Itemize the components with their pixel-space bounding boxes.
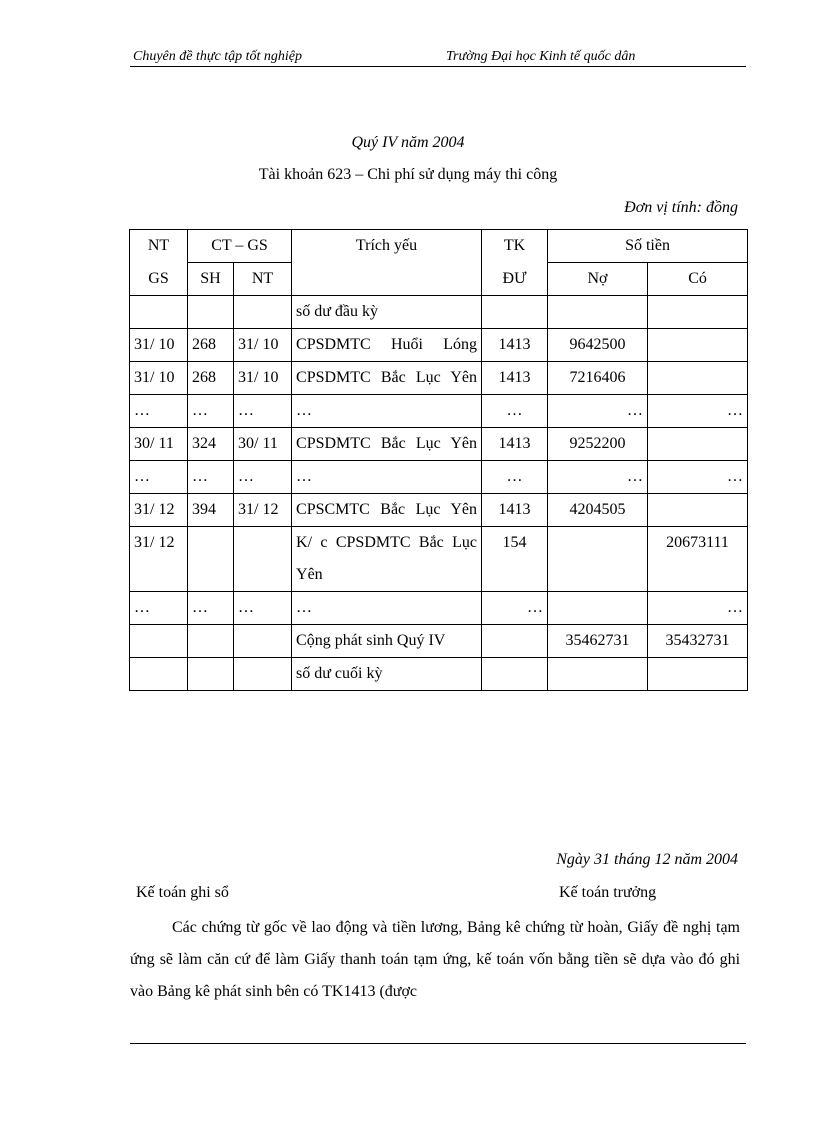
table-row (130, 494, 748, 527)
cell-tk: … (482, 461, 548, 494)
cell-trich-yeu: CPSCMTC Bắc Lục Yên (292, 494, 482, 527)
cell-trich-yeu: số dư cuối kỳ (292, 658, 482, 691)
header-no: Nợ (548, 263, 648, 296)
table-row-total (130, 625, 748, 658)
cell-nt-gs (130, 296, 188, 329)
cell-tk: 1413 (482, 329, 548, 362)
header-so-tien: Số tiền (548, 230, 748, 263)
cell-nt-gs: … (130, 461, 188, 494)
cell-nt-gs: 31/ 10 (130, 329, 188, 362)
footer-rule (130, 1043, 746, 1044)
cell-no: … (548, 461, 648, 494)
cell-nt-gs (130, 625, 188, 658)
cell-tk: 154 (482, 527, 548, 592)
table-row (130, 329, 748, 362)
table-row (130, 592, 748, 625)
cell-nt: … (234, 592, 292, 625)
cell-sh: 324 (188, 428, 234, 461)
cell-co: … (648, 461, 748, 494)
report-period: Quý IV năm 2004 (351, 134, 465, 151)
cell-sh (188, 658, 234, 691)
cell-no (548, 296, 648, 329)
header-co: Có (648, 263, 748, 296)
paragraph-line-2: Giấy đề nghị tạm ứng sẽ làm căn cứ để làm Giấy thanh toán tạm ứng, kế toán (130, 919, 741, 968)
cell-nt-gs: 31/ 12 (130, 494, 188, 527)
cell-sh: … (188, 592, 234, 625)
cell-trich-yeu: CPSDMTC Huổi Lóng (292, 329, 482, 362)
cell-nt-gs: 30/ 11 (130, 428, 188, 461)
cell-no: 35462731 (548, 625, 648, 658)
cell-tk: 1413 (482, 428, 548, 461)
table-row (130, 658, 748, 691)
header-tk-line1: TK (503, 237, 526, 254)
header-nt-gs-2: GS (130, 263, 188, 296)
cell-tk: 1413 (482, 494, 548, 527)
table-row (130, 428, 748, 461)
cell-nt-gs: … (130, 395, 188, 428)
cell-no: 9252200 (548, 428, 648, 461)
cell-trich-yeu: CPSDMTC Bắc Lục Yên (292, 362, 482, 395)
cell-tk: … (482, 395, 548, 428)
header-sh: SH (188, 263, 234, 296)
header-nt-gs (130, 230, 188, 263)
page-header (130, 48, 746, 67)
header-right-text: Trường Đại học Kinh tế quốc dân (446, 49, 636, 64)
paragraph-line-3: vốn bằng tiền sẽ dựa vào đó ghi vào Bảng kê phát sinh bên có TK1413 (được (130, 951, 741, 1000)
cell-sh: 268 (188, 362, 234, 395)
cell-nt (234, 625, 292, 658)
cell-trich-yeu: K/ c CPSDMTC Bắc Lục Yên (292, 527, 482, 592)
header-ct-gs: CT – GS (188, 230, 292, 263)
cell-sh (188, 296, 234, 329)
table-row (130, 461, 748, 494)
signature-chief-accountant: Kế toán trưởng (559, 884, 657, 901)
cell-co: … (648, 395, 748, 428)
cell-no: … (548, 395, 648, 428)
report-title: Tài khoản 623 – Chi phí sử dụng máy thi công (258, 166, 558, 183)
table-row (130, 395, 748, 428)
cell-tk (482, 625, 548, 658)
cell-nt: 31/ 10 (234, 362, 292, 395)
cell-tk (482, 658, 548, 691)
cell-nt (234, 296, 292, 329)
cell-co (648, 362, 748, 395)
cell-tk (482, 296, 548, 329)
cell-co (648, 428, 748, 461)
cell-trich-yeu: … (292, 395, 482, 428)
cell-sh (188, 527, 234, 592)
cell-co (648, 296, 748, 329)
cell-nt: 31/ 12 (234, 494, 292, 527)
table-row (130, 527, 748, 592)
cell-nt: 31/ 10 (234, 329, 292, 362)
cell-nt: 30/ 11 (234, 428, 292, 461)
cell-tk: … (482, 592, 548, 625)
cell-no: 9642500 (548, 329, 648, 362)
cell-trich-yeu: số dư đầu kỳ (292, 296, 482, 329)
cell-no (548, 527, 648, 592)
header-tk-du: ĐƯ (482, 263, 548, 296)
cell-nt-gs (130, 658, 188, 691)
cell-tk: 1413 (482, 362, 548, 395)
cell-nt-gs: 31/ 12 (130, 527, 188, 592)
cell-co: … (648, 592, 748, 625)
cell-nt: … (234, 461, 292, 494)
header-nt: NT (234, 263, 292, 296)
cell-sh: … (188, 395, 234, 428)
table-row (130, 362, 748, 395)
currency-unit: Đơn vị tính: đồng (624, 199, 738, 216)
cell-no (548, 592, 648, 625)
table-header-row (130, 230, 748, 263)
table-row (130, 296, 748, 329)
cell-sh: … (188, 461, 234, 494)
body-paragraph (130, 912, 740, 1008)
cell-trich-yeu: CPSDMTC Bắc Lục Yên (292, 428, 482, 461)
header-nt-gs-line1: NT (147, 237, 170, 254)
cell-co (648, 329, 748, 362)
cell-nt-gs: … (130, 592, 188, 625)
header-trich-yeu: Trích yếu (292, 230, 482, 296)
cell-trich-yeu: … (292, 592, 482, 625)
signature-bookkeeper: Kế toán ghi sổ (136, 884, 229, 901)
cell-co (648, 494, 748, 527)
cell-trich-yeu: Cộng phát sinh Quý IV (292, 625, 482, 658)
header-left-text: Chuyên đề thực tập tốt nghiệp (133, 49, 302, 64)
cell-sh: 268 (188, 329, 234, 362)
ledger-table (129, 229, 748, 691)
cell-nt (234, 527, 292, 592)
paragraph-line-1: Các chứng từ gốc về lao động và tiền lương, Bảng kê chứng từ hoàn, (172, 919, 623, 936)
cell-no (548, 658, 648, 691)
cell-co: 20673111 (648, 527, 748, 592)
cell-sh (188, 625, 234, 658)
cell-no: 7216406 (548, 362, 648, 395)
cell-no: 4204505 (548, 494, 648, 527)
cell-trich-yeu: … (292, 461, 482, 494)
cell-nt: … (234, 395, 292, 428)
cell-nt-gs: 31/ 10 (130, 362, 188, 395)
cell-co (648, 658, 748, 691)
cell-co: 35432731 (648, 625, 748, 658)
cell-nt (234, 658, 292, 691)
cell-sh: 394 (188, 494, 234, 527)
header-tk (482, 230, 548, 263)
report-date: Ngày 31 tháng 12 năm 2004 (556, 851, 738, 868)
